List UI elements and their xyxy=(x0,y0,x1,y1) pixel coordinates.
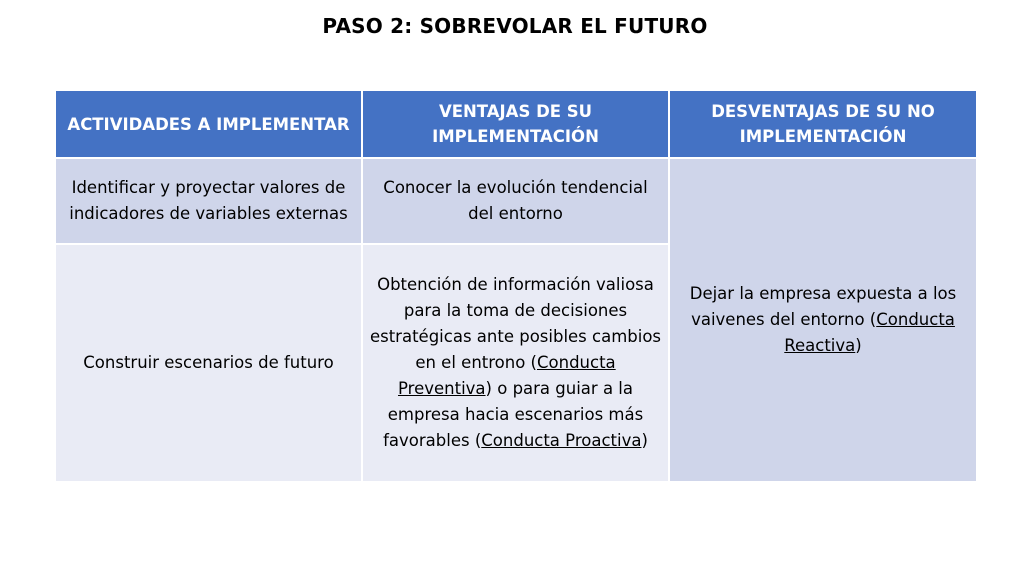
conducta-preventiva-link[interactable]: Conducta Preventiva xyxy=(398,353,616,398)
header-disadvantages: DESVENTAJAS DE SU NO IMPLEMENTACIÓN xyxy=(669,90,977,158)
header-activities: ACTIVIDADES A IMPLEMENTAR xyxy=(55,90,362,158)
advantage-cell: Conocer la evolución tendencial del entorno xyxy=(362,158,669,244)
advantage-text: Obtención de información valiosa para la toma de decisiones estratégicas ante posibles cambios en el entrono ( xyxy=(369,275,662,372)
disadvantage-cell xyxy=(669,158,977,482)
advantage-text-end: ) xyxy=(641,431,648,450)
disadvantage-text: Dejar la empresa expuesta a los vaivenes del entorno ( xyxy=(689,284,957,329)
table-header-row xyxy=(55,90,977,158)
conducta-reactiva-link[interactable]: Conducta Reactiva xyxy=(784,310,955,355)
activity-cell: Construir escenarios de futuro xyxy=(55,244,362,482)
comparison-table xyxy=(54,89,978,483)
header-advantages: VENTAJAS DE SU IMPLEMENTACIÓN xyxy=(362,90,669,158)
advantage-text-mid: ) o para guiar a la empresa hacia escenarios más favorables ( xyxy=(383,379,644,450)
table-row xyxy=(55,158,977,244)
conducta-proactiva-link[interactable]: Conducta Proactiva xyxy=(481,431,642,450)
disadvantage-text-end: ) xyxy=(855,336,862,355)
activity-cell: Identificar y proyectar valores de indicadores de variables externas xyxy=(55,158,362,244)
slide-title: PASO 2: SOBREVOLAR EL FUTURO xyxy=(322,14,708,38)
advantage-cell xyxy=(362,244,669,482)
